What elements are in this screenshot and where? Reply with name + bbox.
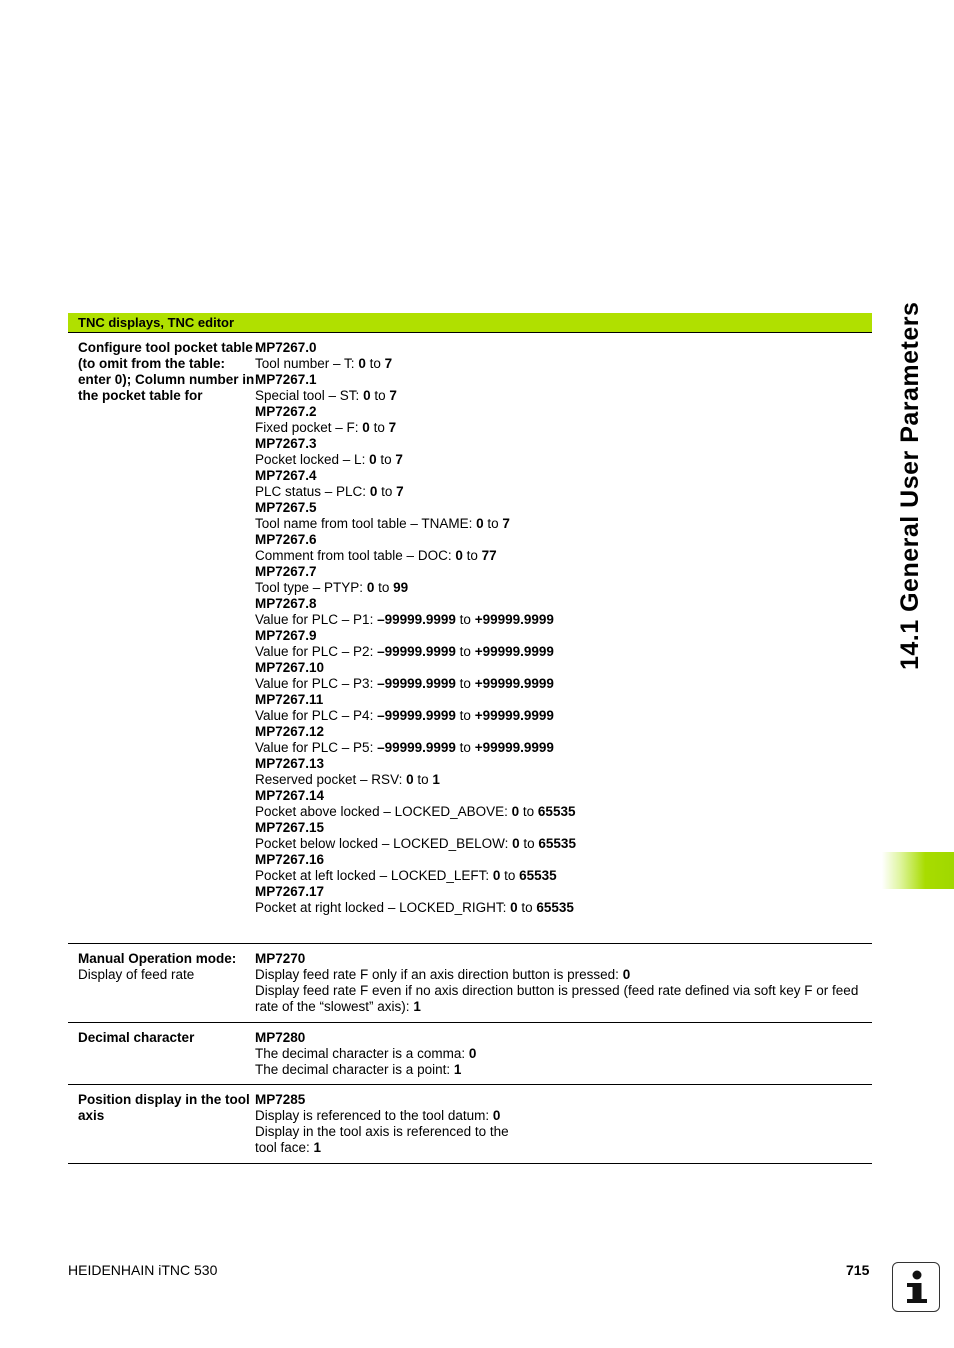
line-value: 1 — [313, 1140, 322, 1155]
line-text: Value for PLC – P5: — [255, 740, 378, 755]
row-label-bold: Manual Operation mode: — [78, 951, 237, 966]
chapter-tab-marker — [882, 852, 954, 889]
range-min: 0 — [369, 484, 378, 499]
range-min: –99999.9999 — [377, 644, 456, 659]
mp-number: MP7267.11 — [255, 692, 324, 707]
mp-number: MP7270 — [255, 951, 306, 966]
range-max: 65535 — [537, 804, 576, 819]
row-label — [68, 1023, 255, 1084]
mp-number: MP7267.12 — [255, 724, 325, 739]
mp-number: MP7280 — [255, 1030, 306, 1045]
line-text: tool face: — [255, 1140, 314, 1155]
value-line: Value for PLC – P2: –99999.9999 to +99999.9999 — [255, 644, 554, 659]
line-value: 1 — [453, 1062, 462, 1077]
line-text: Tool type – PTYP: — [255, 580, 367, 595]
line-text: PLC status – PLC: — [255, 484, 370, 499]
range-min: 0 — [358, 356, 366, 371]
value-line — [255, 1140, 864, 1156]
line-text: Display in the tool axis is referenced to the — [255, 1124, 509, 1139]
range-min: 0 — [455, 548, 463, 563]
value-line: Tool number – T: 0 to 7 — [255, 356, 393, 371]
mp-number: MP7267.10 — [255, 660, 325, 675]
value-line: Value for PLC – P4: –99999.9999 to +99999.9999 — [255, 708, 554, 723]
range-max: +99999.9999 — [474, 644, 554, 659]
value-line: Value for PLC – P5: –99999.9999 to +99999.9999 — [255, 740, 554, 755]
value-line: Tool type – PTYP: 0 to 99 — [255, 580, 409, 595]
line-text: Special tool – ST: — [255, 388, 364, 403]
line-text: Value for PLC – P4: — [255, 708, 378, 723]
line-text: Pocket below locked – LOCKED_BELOW: — [255, 836, 513, 851]
range-max: 99 — [393, 580, 409, 595]
value-line: Fixed pocket – F: 0 to 7 — [255, 420, 397, 435]
value-line: Pocket above locked – LOCKED_ABOVE: 0 to 65535 — [255, 804, 576, 819]
range-max: +99999.9999 — [474, 676, 554, 691]
mp-number: MP7267.3 — [255, 436, 317, 451]
mp-number: MP7267.4 — [255, 468, 317, 483]
line-text: Display is referenced to the tool datum: — [255, 1108, 493, 1123]
row-label — [68, 1085, 255, 1163]
range-min: 0 — [512, 836, 520, 851]
value-line — [255, 1108, 864, 1124]
value-line: Value for PLC – P3: –99999.9999 to +99999.9999 — [255, 676, 554, 691]
mp-number: MP7267.16 — [255, 852, 325, 867]
table-row — [68, 1023, 872, 1085]
range-max: 7 — [388, 420, 397, 435]
mp-number: MP7267.7 — [255, 564, 317, 579]
line-text: Display feed rate F only if an axis direction button is pressed: — [255, 967, 623, 982]
table-row — [68, 1085, 872, 1164]
row-values — [255, 333, 872, 943]
line-text: Pocket at right locked – LOCKED_RIGHT: — [255, 900, 511, 915]
range-min: –99999.9999 — [377, 676, 456, 691]
mp-number: MP7267.8 — [255, 596, 317, 611]
range-min: –99999.9999 — [377, 708, 456, 723]
table-row — [68, 333, 872, 944]
line-text: Pocket locked – L: — [255, 452, 370, 467]
mp-number: MP7267.9 — [255, 628, 317, 643]
line-text: Pocket at left locked – LOCKED_LEFT: — [255, 868, 493, 883]
range-min: 0 — [406, 772, 414, 787]
table-row — [68, 944, 872, 1023]
range-min: 0 — [492, 868, 501, 883]
table-header: TNC displays, TNC editor — [68, 313, 872, 333]
range-min: –99999.9999 — [377, 740, 456, 755]
line-text: Tool number – T: — [255, 356, 359, 371]
line-text: Reserved pocket – RSV: — [255, 772, 407, 787]
range-max: 7 — [384, 356, 393, 371]
range-min: 0 — [476, 516, 484, 531]
range-max: 7 — [502, 516, 510, 531]
line-value: 0 — [492, 1108, 501, 1123]
range-max: +99999.9999 — [474, 612, 554, 627]
line-value: 0 — [468, 1046, 477, 1061]
mp-number: MP7267.6 — [255, 532, 317, 547]
mp-number: MP7267.2 — [255, 404, 317, 419]
value-line: Pocket locked – L: 0 to 7 — [255, 452, 403, 467]
range-max: +99999.9999 — [474, 708, 554, 723]
range-max: 65535 — [536, 900, 574, 915]
info-icon — [892, 1262, 940, 1312]
range-min: 0 — [366, 580, 375, 595]
line-text: Fixed pocket – F: — [255, 420, 363, 435]
range-max: 65535 — [538, 836, 576, 851]
row-values — [255, 944, 872, 1022]
row-label — [68, 333, 255, 943]
range-min: 0 — [363, 388, 371, 403]
line-text: Value for PLC – P3: — [255, 676, 378, 691]
mp-number: MP7267.0 — [255, 340, 317, 355]
parameter-table — [68, 313, 872, 1164]
value-line — [255, 1062, 864, 1078]
mp-number: MP7267.5 — [255, 500, 317, 515]
row-label-text: Configure tool pocket table (to omit from the table: enter 0); Column number in the pocket table for — [78, 340, 255, 403]
range-min: –99999.9999 — [377, 612, 456, 627]
range-max: 7 — [395, 452, 403, 467]
line-text: Value for PLC – P1: — [255, 612, 378, 627]
footer-manual-name: HEIDENHAIN iTNC 530 — [68, 1262, 218, 1278]
range-max: 7 — [389, 388, 397, 403]
mp-number: MP7267.1 — [255, 372, 317, 387]
line-text: The decimal character is a point: — [255, 1062, 454, 1077]
line-text: Pocket above locked – LOCKED_ABOVE: — [255, 804, 512, 819]
value-line: Reserved pocket – RSV: 0 to 1 — [255, 772, 440, 787]
mp-number: MP7267.17 — [255, 884, 325, 899]
row-label-text: Decimal character — [78, 1030, 195, 1045]
value-line: Comment from tool table – DOC: 0 to 77 — [255, 548, 497, 563]
mp-number: MP7267.15 — [255, 820, 325, 835]
range-min: 0 — [511, 804, 520, 819]
value-line: Tool name from tool table – TNAME: 0 to 7 — [255, 516, 510, 531]
value-line: Pocket at right locked – LOCKED_RIGHT: 0 to 65535 — [255, 900, 574, 915]
value-line: Value for PLC – P1: –99999.9999 to +99999.9999 — [255, 612, 554, 627]
line-text: Comment from tool table – DOC: — [255, 548, 456, 563]
line-text: Display feed rate F even if no axis direction button is pressed (feed rate defined via soft key F or feed rate of the “slowest” axis): — [255, 983, 859, 1014]
line-text: Tool name from tool table – TNAME: — [255, 516, 477, 531]
range-max: 7 — [396, 484, 404, 499]
chapter-title — [893, 301, 933, 670]
row-values — [255, 1023, 872, 1084]
chapter-title-text: 14.1 General User Parameters — [896, 301, 924, 670]
value-line: Pocket below locked – LOCKED_BELOW: 0 to 65535 — [255, 836, 576, 851]
range-max: 1 — [432, 772, 440, 787]
range-max: 65535 — [519, 868, 557, 883]
range-min: 0 — [369, 452, 377, 467]
value-line — [255, 1124, 864, 1140]
value-line — [255, 1046, 864, 1062]
value-line: Special tool – ST: 0 to 7 — [255, 388, 397, 403]
value-line — [255, 983, 864, 1015]
value-line: PLC status – PLC: 0 to 7 — [255, 484, 404, 499]
line-value: 0 — [622, 967, 631, 982]
page-number: 715 — [846, 1262, 870, 1278]
value-line: Pocket at left locked – LOCKED_LEFT: 0 to 65535 — [255, 868, 557, 883]
mp-number: MP7267.13 — [255, 756, 325, 771]
row-values — [255, 1085, 872, 1163]
range-min: 0 — [362, 420, 370, 435]
row-label-text: Position display in the tool axis — [78, 1092, 250, 1123]
range-min: 0 — [510, 900, 518, 915]
line-value: 1 — [413, 999, 421, 1014]
row-label-rest: Display of feed rate — [78, 967, 195, 982]
range-max: +99999.9999 — [474, 740, 554, 755]
row-label — [68, 944, 255, 1022]
range-max: 77 — [481, 548, 497, 563]
line-text: Value for PLC – P2: — [255, 644, 378, 659]
mp-number: MP7267.14 — [255, 788, 325, 803]
line-text: The decimal character is a comma: — [255, 1046, 469, 1061]
value-line — [255, 967, 864, 983]
mp-number: MP7285 — [255, 1092, 306, 1107]
